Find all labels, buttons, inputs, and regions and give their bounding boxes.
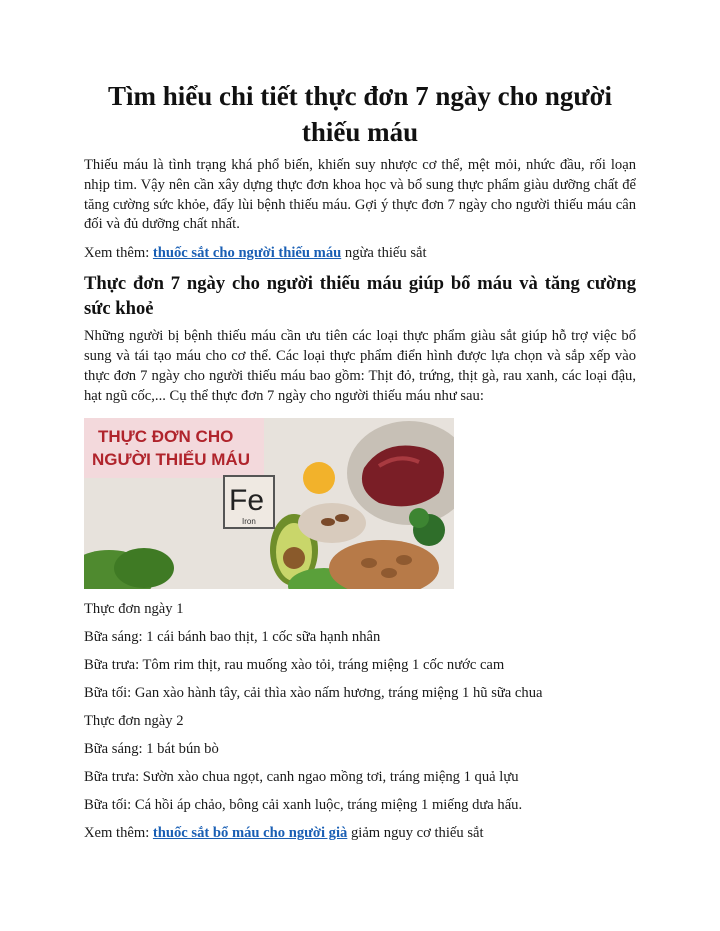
avocado-pit — [283, 547, 305, 569]
see-more-1 — [84, 243, 636, 263]
iron-supplement-link[interactable]: thuốc sắt cho người thiếu máu — [152, 245, 342, 262]
broccoli — [409, 508, 429, 528]
section-heading: Thực đơn 7 ngày cho người thiếu máu giúp bổ máu và tăng cường sức khoẻ — [84, 273, 636, 320]
menu-line: Bữa tối: Gan xào hành tây, cải thìa xào nấm hương, tráng miệng 1 hũ sữa chua — [84, 685, 543, 702]
iron-element-symbol: Fe — [229, 484, 265, 518]
menu-line: Bữa sáng: 1 bát bún bò — [84, 741, 219, 758]
see-more-1-suffix: ngừa thiếu sắt — [341, 245, 427, 262]
iron-element-name: Iron — [242, 517, 256, 527]
banner-line-2: NGƯỜI THIẾU MÁU — [92, 450, 250, 470]
bean — [335, 514, 349, 522]
bean — [321, 518, 335, 526]
almond — [396, 555, 412, 565]
see-more-2 — [84, 823, 636, 843]
food-illustration — [84, 418, 454, 589]
article-title: Tìm hiểu chi tiết thực đơn 7 ngày cho người thiếu máu — [107, 81, 613, 147]
see-more-1-prefix: Xem thêm: — [84, 245, 153, 262]
menu-line: Bữa tối: Cá hồi áp chảo, bông cải xanh luộc, tráng miệng 1 miếng dưa hấu. — [84, 797, 523, 814]
see-more-2-prefix: Xem thêm: — [84, 825, 153, 842]
almond — [361, 558, 377, 568]
document-page — [84, 78, 636, 843]
greens-leaf — [114, 548, 174, 588]
banner-line-1: THỰC ĐƠN CHO — [98, 427, 234, 447]
section-paragraph: Những người bị bệnh thiếu máu cần ưu tiên các loại thực phẩm giàu sắt giúp hỗ trợ việc bổ sung và tái tạo máu cho cơ thể. Các loại thực phẩm điển hình được lựa chọn và sắp xếp vào thực đơn 7 ngày cho người thiếu máu bao gồm: Thịt đỏ, trứng, thịt gà, rau xanh, các loại đậu, hạt ngũ cốc,... Cụ thể thực đơn 7 ngày cho người thiếu máu như sau: — [84, 328, 636, 404]
food-image — [84, 418, 454, 589]
menu-list — [84, 599, 636, 823]
menu-line: Thực đơn ngày 2 — [84, 713, 184, 730]
intro-paragraph: Thiếu máu là tình trạng khá phổ biến, khiến suy nhược cơ thể, mệt mỏi, nhức đầu, rối loạn nhịp tim. Vậy nên cần xây dựng thực đơn khoa học và bổ sung thực phẩm giàu dưỡng chất để tăng cường sức khỏe, đẩy lùi bệnh thiếu máu. Gợi ý thực đơn 7 ngày cho người thiếu máu cân đối và đủ dưỡng chất nhất. — [84, 157, 636, 233]
egg-yolk — [303, 462, 335, 494]
menu-line: Bữa trưa: Tôm rim thịt, rau muống xào tỏi, tráng miệng 1 cốc nước cam — [84, 657, 505, 674]
see-more-2-suffix: giảm nguy cơ thiếu sắt — [347, 825, 484, 842]
menu-line: Bữa trưa: Sườn xào chua ngọt, canh ngao mồng tơi, tráng miệng 1 quả lựu — [84, 769, 519, 786]
menu-line: Thực đơn ngày 1 — [84, 601, 184, 618]
iron-for-elderly-link[interactable]: thuốc sắt bổ máu cho người già — [152, 825, 348, 842]
almond — [381, 568, 397, 578]
menu-line: Bữa sáng: 1 cái bánh bao thịt, 1 cốc sữa hạnh nhân — [84, 629, 381, 646]
